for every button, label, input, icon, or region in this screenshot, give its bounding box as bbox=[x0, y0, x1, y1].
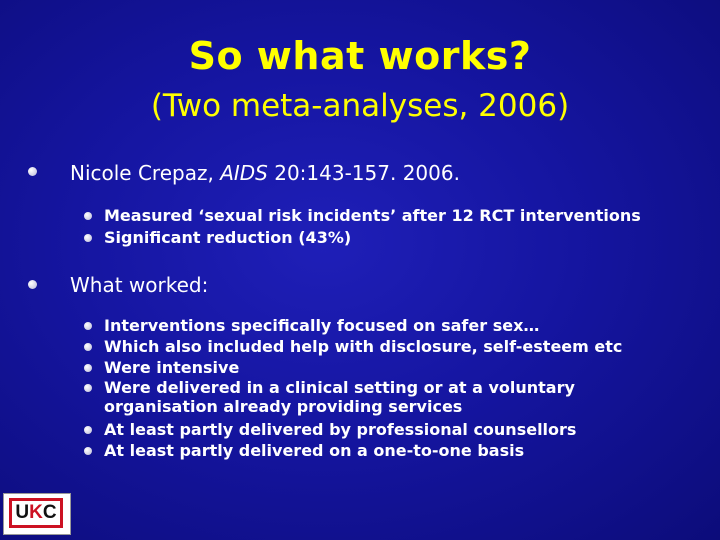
list-item: At least partly delivered on a one-to-one basis bbox=[104, 441, 525, 460]
list-item: Measured ‘sexual risk incidents’ after 12 RCT interventions bbox=[104, 206, 641, 225]
bullet-citation: Nicole Crepaz, AIDS 20:143-157. 2006. bbox=[70, 161, 460, 185]
bullet-dot bbox=[84, 343, 92, 351]
journal-name: AIDS bbox=[220, 161, 268, 185]
bullet-dot bbox=[28, 167, 37, 176]
list-item: Significant reduction (43%) bbox=[104, 228, 352, 247]
list-item: Were intensive bbox=[104, 358, 240, 377]
list-item: Were delivered in a clinical setting or at a voluntary organisation already providing services bbox=[104, 378, 575, 416]
bullet-dot bbox=[84, 234, 92, 242]
bullet-dot bbox=[84, 212, 92, 220]
list-item: Interventions specifically focused on safer sex… bbox=[104, 316, 540, 335]
list-item: At least partly delivered by professional counsellors bbox=[104, 420, 577, 439]
bullet-what-worked: What worked: bbox=[70, 273, 209, 297]
bullet-dot bbox=[84, 322, 92, 330]
list-item: Which also included help with disclosure, self-esteem etc bbox=[104, 337, 623, 356]
ukc-logo: U K C bbox=[3, 493, 71, 535]
bullet-dot bbox=[84, 426, 92, 434]
slide-title: So what works? bbox=[188, 34, 532, 78]
bullet-dot bbox=[84, 447, 92, 455]
slide-subtitle: (Two meta-analyses, 2006) bbox=[150, 88, 570, 124]
bullet-dot bbox=[28, 280, 37, 289]
bullet-dot bbox=[84, 384, 92, 392]
bullet-dot bbox=[84, 364, 92, 372]
